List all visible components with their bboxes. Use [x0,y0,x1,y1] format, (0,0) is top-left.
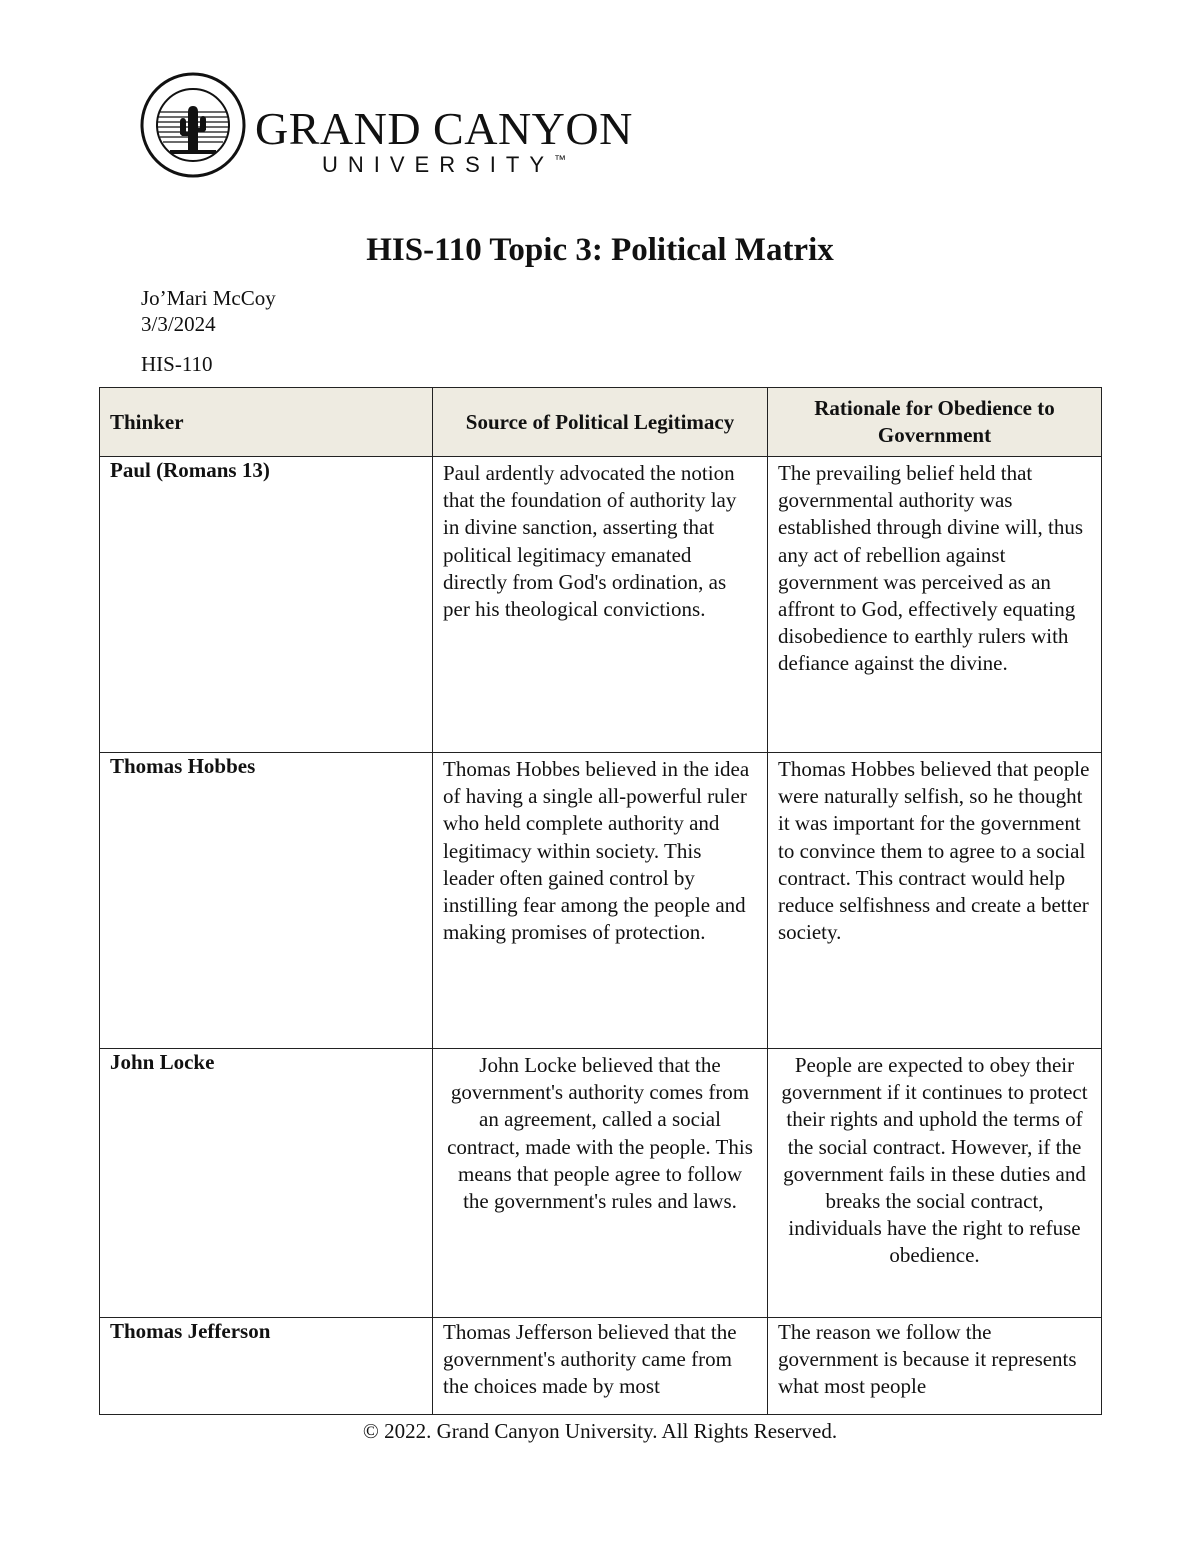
university-seal-icon [140,72,246,178]
thinker-cell: Thomas Hobbes [100,753,433,1049]
rationale-cell: Thomas Hobbes believed that people were naturally selfish, so he thought it was important for the government to convince them to agree to a social contract. This contract would help reduce selfishness and create a better society. [768,753,1102,1049]
trademark-symbol: ™ [554,152,567,167]
header-rationale: Rationale for Obedience to Government [768,388,1102,457]
source-cell: John Locke believed that the government's authority comes from an agreement, called a social contract, made with the people. This means that people agree to follow the government's rules and laws. [433,1049,768,1318]
header-source: Source of Political Legitimacy [433,388,768,457]
logo-wordmark-primary: GRAND CANYON [255,103,633,154]
rationale-cell: The reason we follow the government is because it represents what most people [768,1318,1102,1415]
source-cell: Paul ardently advocated the notion that the foundation of authority lay in divine sanction, asserting that political legitimacy emanated directly from God's ordination, as per his theological convictions. [433,457,768,753]
thinker-cell: Thomas Jefferson [100,1318,433,1415]
logo-wordmark-secondary [322,152,566,178]
rationale-cell: The prevailing belief held that governmental authority was established through divine will, thus any act of rebellion against government was perceived as an affront to God, effectively equating disobedience to earthly rulers with defiance against the divine. [768,457,1102,753]
author-name: Jo’Mari McCoy [141,286,276,310]
logo-university-text: UNIVERSITY [322,152,555,177]
source-cell: Thomas Hobbes believed in the idea of having a single all-powerful ruler who held complete authority and legitimacy within society. This leader often gained control by instilling fear among the people and making promises of protection. [433,753,768,1049]
table-row [100,457,1102,753]
source-cell: Thomas Jefferson believed that the government's authority came from the choices made by most [433,1318,768,1415]
political-matrix-table [99,387,1102,1415]
table-row [100,1318,1102,1415]
thinker-cell: John Locke [100,1049,433,1318]
university-logo [140,72,633,178]
table-row [100,753,1102,1049]
table-row [100,1049,1102,1318]
table-header-row [100,388,1102,457]
rationale-cell: People are expected to obey their government if it continues to protect their rights and uphold the terms of the social contract. However, if the government fails in these duties and breaks the social contract, individuals have the right to refuse obedience. [768,1049,1102,1318]
course-code: HIS-110 [141,352,213,376]
copyright-footer: © 2022. Grand Canyon University. All Rights Reserved. [362,1419,838,1443]
document-date: 3/3/2024 [141,312,216,336]
page-title: HIS-110 Topic 3: Political Matrix [366,232,834,268]
header-thinker: Thinker [100,388,433,457]
thinker-cell: Paul (Romans 13) [100,457,433,753]
